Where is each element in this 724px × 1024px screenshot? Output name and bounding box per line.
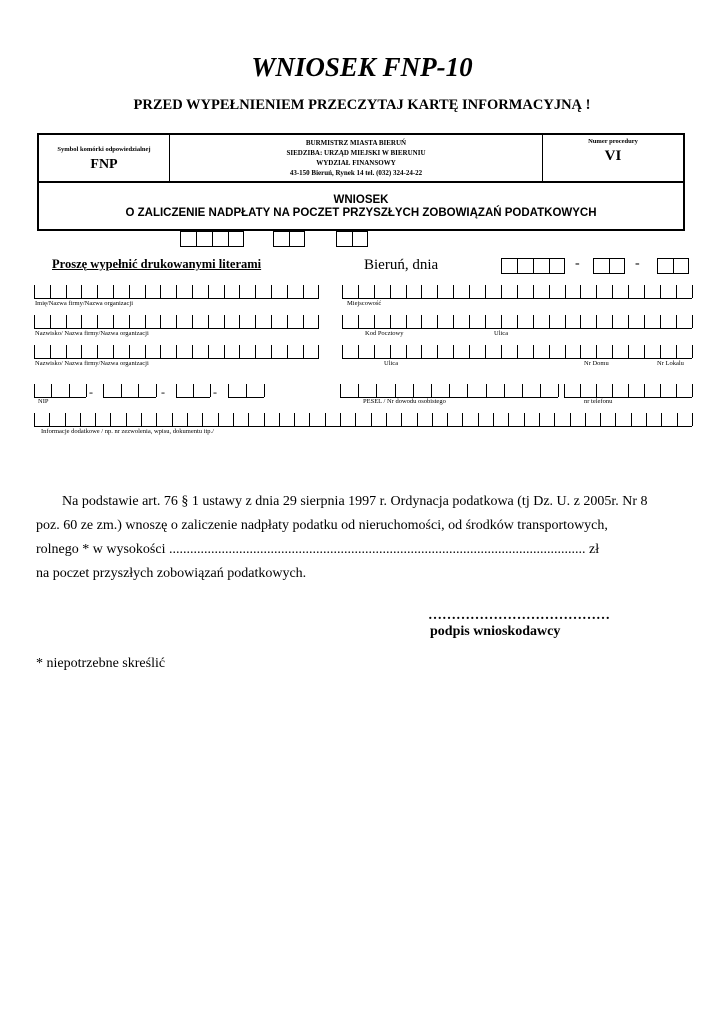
authority-line: SIEDZIBA: URZĄD MIEJSKI W BIERUNIU	[286, 149, 426, 157]
signature-line[interactable]: …………………………………	[428, 608, 610, 623]
authority-line: 43-150 Bieruń, Rynek 14 tel. (032) 324-24-22	[289, 169, 423, 177]
procedure-number-cell	[543, 135, 683, 183]
request-text-line-2: poz. 60 ze zm.) wnoszę o zaliczenie nadpłaty podatku od nieruchomości, od środków transportowych,	[36, 518, 608, 533]
form-heading-line-2: O ZALICZENIE NADPŁATY NA POCZET PRZYSZŁYCH ZOBOWIĄZAŃ PODATKOWYCH	[125, 207, 597, 219]
department-symbol-value: FNP	[90, 157, 118, 172]
name-label: Imię/Nazwa firmy/Nazwa organizacji	[35, 300, 134, 307]
registry-day-boxes[interactable]	[336, 231, 368, 247]
header-box	[37, 133, 685, 231]
nip-separator: -	[161, 385, 165, 399]
postal-code-label: Kod Pocztowy	[365, 330, 404, 337]
procedure-number-value: VI	[604, 148, 622, 164]
flat-number-label: Nr Lokalu	[657, 360, 684, 367]
date-separator: -	[635, 256, 640, 271]
signature-label: podpis wnioskodawcy	[430, 624, 561, 639]
nip-separator: -	[213, 385, 217, 399]
footnote: * niepotrzebne skreślić	[36, 656, 166, 671]
street-label: Ulica	[384, 360, 399, 367]
house-number-label: Nr Domu	[584, 360, 609, 367]
block-letters-instruction: Proszę wypełnić drukowanymi literami	[52, 257, 262, 271]
form-heading-cell	[39, 183, 683, 229]
city-label: Miejscowość	[347, 300, 382, 307]
surname-label: Nazwisko/ Nazwa firmy/Nazwa organizacji	[35, 330, 149, 337]
date-year-boxes[interactable]	[501, 258, 565, 274]
department-symbol-label: Symbol komórki odpowiedzialnej	[57, 146, 151, 153]
procedure-number-label: Numer procedury	[588, 138, 638, 145]
date-separator: -	[575, 256, 580, 271]
place-date-label: Bieruń, dnia	[364, 257, 439, 273]
nip-label: NIP	[38, 398, 49, 405]
request-text-line-4: na poczet przyszłych zobowiązań podatkowych.	[36, 566, 307, 581]
form-heading-line-1: WNIOSEK	[333, 194, 389, 206]
read-info-notice: PRZED WYPEŁNIENIEM PRZECZYTAJ KARTĘ INFORMACYJNĄ !	[133, 97, 591, 113]
pesel-label: PESEL / Nr dowodu osobistego	[363, 398, 446, 405]
form-title: WNIOSEK FNP-10	[251, 52, 473, 82]
request-text-line-3: rolnego * w wysokości ....................................................................................................................... zł	[36, 542, 600, 557]
additional-info-label: Informacje dodatkowe / np. nr zezwolenia, wpisu, dokumentu itp./	[41, 428, 214, 435]
phone-label: nr telefonu	[584, 398, 613, 405]
date-month-boxes[interactable]	[593, 258, 625, 274]
registry-month-boxes[interactable]	[273, 231, 305, 247]
department-symbol-cell	[39, 135, 170, 183]
authority-cell	[170, 135, 543, 183]
street-label: Ulica	[494, 330, 509, 337]
date-day-boxes[interactable]	[657, 258, 689, 274]
authority-line: WYDZIAŁ FINANSOWY	[316, 159, 396, 167]
authority-line: BURMISTRZ MIASTA BIERUŃ	[305, 139, 407, 147]
nip-separator: -	[89, 385, 93, 399]
surname-label: Nazwisko/ Nazwa firmy/Nazwa organizacji	[35, 360, 149, 367]
request-text-line-1: Na podstawie art. 76 § 1 ustawy z dnia 29 sierpnia 1997 r. Ordynacja podatkowa (tj Dz. U. z 2005r. Nr 8	[62, 494, 648, 509]
registry-number-boxes[interactable]	[180, 231, 244, 247]
